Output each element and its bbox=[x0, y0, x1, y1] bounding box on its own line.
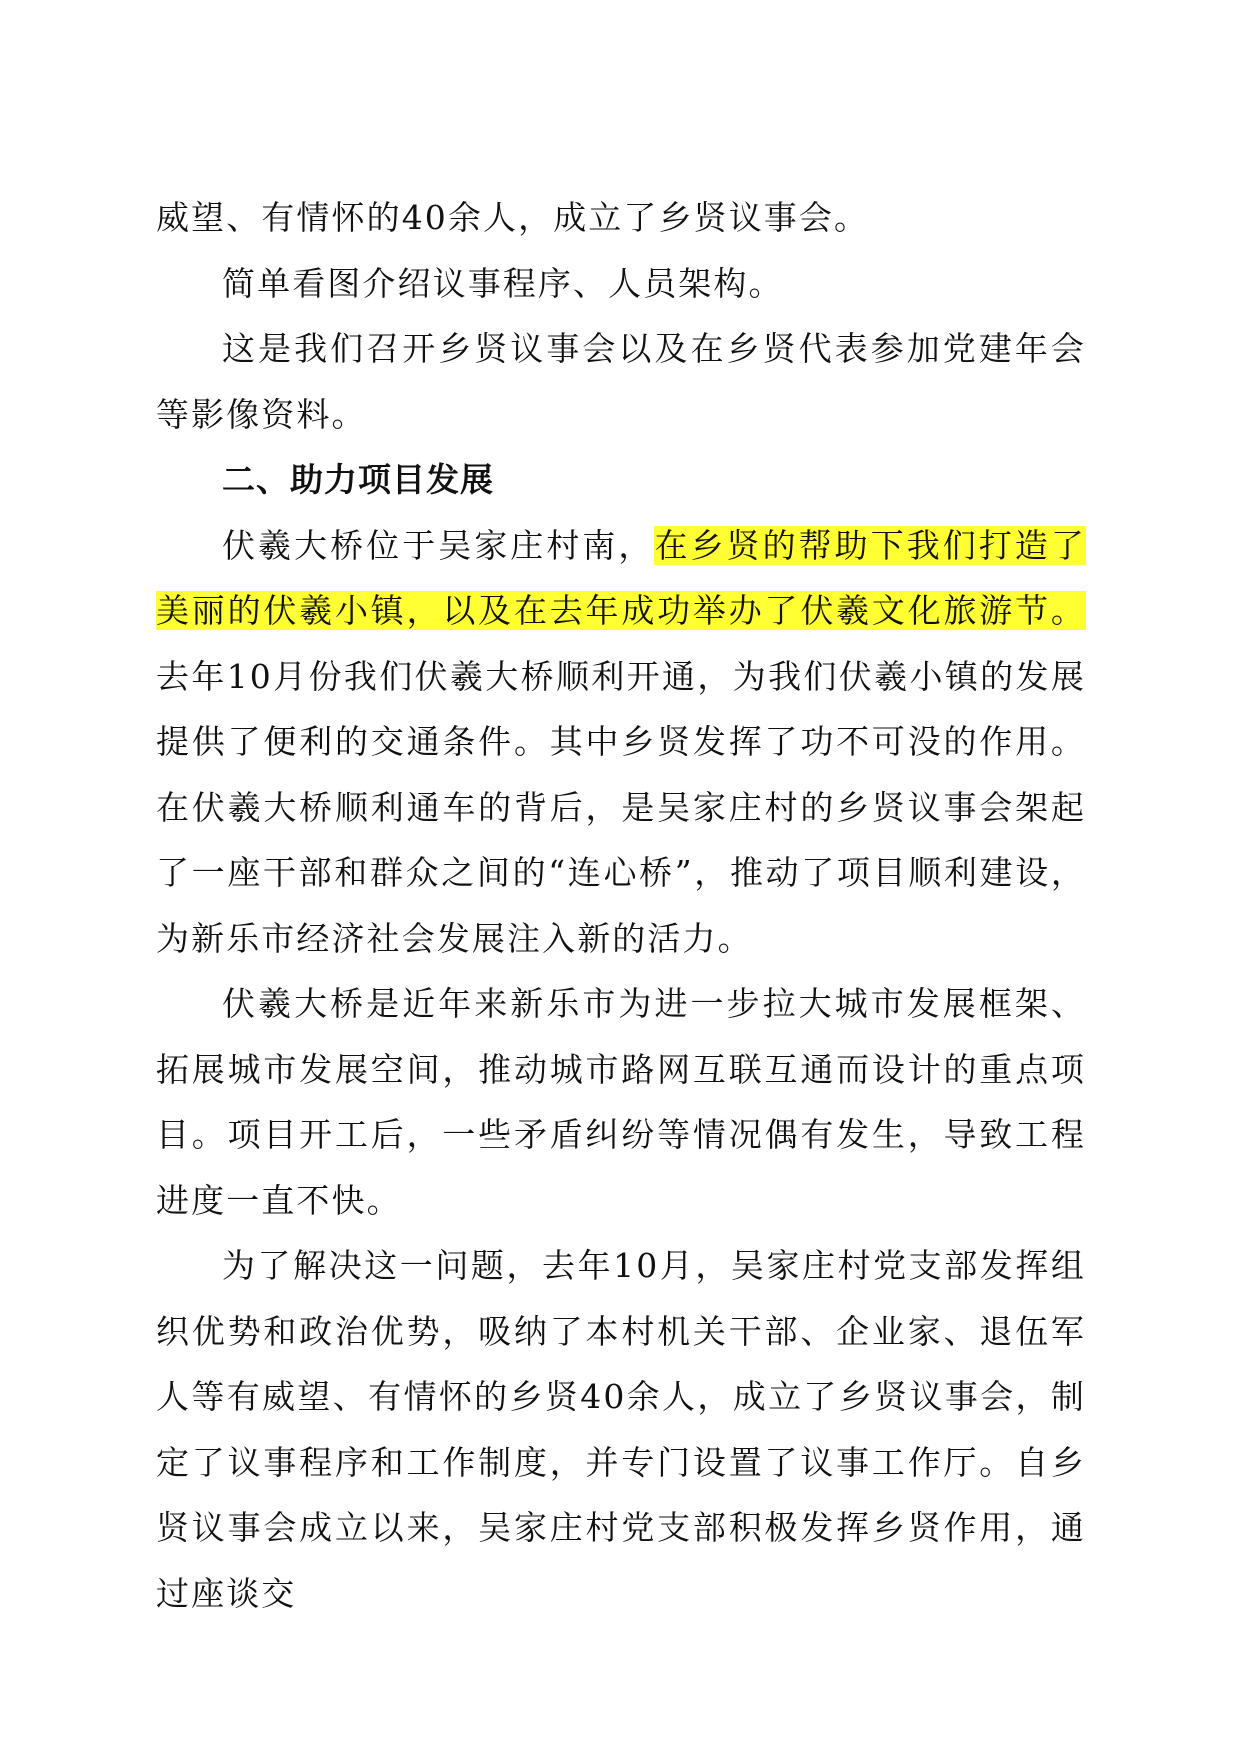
document-body bbox=[156, 185, 1086, 1626]
paragraph-1: 威望、有情怀的40余人，成立了乡贤议事会。 bbox=[156, 198, 870, 237]
paragraph-7: 为了解决这一问题，去年10月，吴家庄村党支部发挥组织优势和政治优势，吸纳了本村机关干部、企业家、退伍军人等有威望、有情怀的乡贤40余人，成立了乡贤议事会，制定了议事程序和工作制度，并专门设置了议事工作厅。自乡贤议事会成立以来，吴家庄村党支部积极发挥乡贤作用，通过座谈交 bbox=[156, 1246, 1086, 1613]
paragraph-5 bbox=[156, 513, 1086, 972]
paragraph-6: 伏羲大桥是近年来新乐市为进一步拉大城市发展框架、拓展城市发展空间，推动城市路网互联互通而设计的重点项目。项目开工后，一些矛盾纠纷等情况偶有发生，导致工程进度一直不快。 bbox=[156, 984, 1086, 1220]
section-heading: 二、助力项目发展 bbox=[222, 460, 494, 499]
paragraph-5-lead: 伏羲大桥位于吴家庄村南， bbox=[222, 525, 655, 565]
paragraph-5-rest: 去年10月份我们伏羲大桥顺利开通，为我们伏羲小镇的发展提供了便利的交通条件。其中乡贤发挥了功不可没的作用。在伏羲大桥顺利通车的背后，是吴家庄村的乡贤议事会架起了一座干部和群众之间的“连心桥”，推动了项目顺利建设，为新乐市经济社会发展注入新的活力。 bbox=[156, 656, 1086, 958]
highlighted-text: 在乡贤的帮助下我们打造了美丽的伏羲小镇，以及在去年成功举办了伏羲文化旅游节。 bbox=[156, 525, 1086, 630]
paragraph-3: 这是我们召开乡贤议事会以及在乡贤代表参加党建年会等影像资料。 bbox=[156, 329, 1086, 434]
paragraph-2: 简单看图介绍议事程序、人员架构。 bbox=[222, 263, 784, 303]
